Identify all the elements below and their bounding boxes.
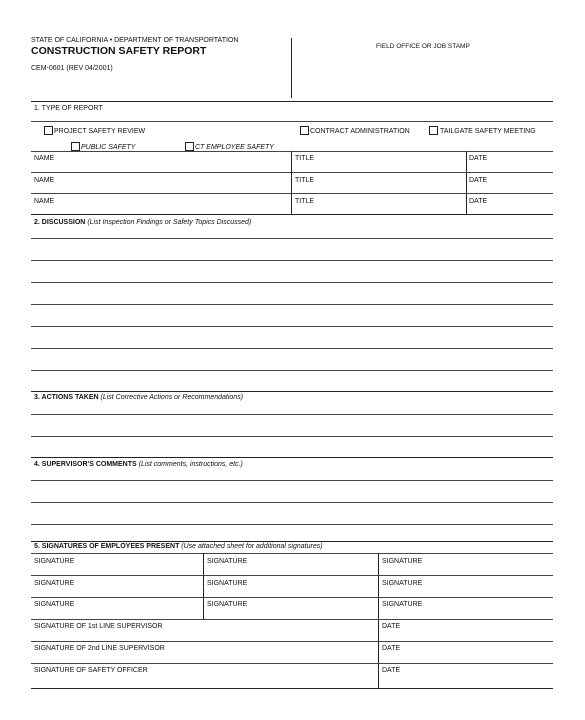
date-label: DATE [382,623,401,630]
project-safety-review-checkbox[interactable] [44,126,53,135]
writing-line [31,304,553,305]
column-divider [466,151,467,214]
name-label: NAME [34,177,55,184]
date-label: DATE [382,667,401,674]
date-label: DATE [382,645,401,652]
name-label: NAME [34,198,55,205]
divider [31,151,553,152]
writing-line [31,260,553,261]
actions-heading: 3. ACTIONS TAKEN (List Corrective Actions or Recommendations) [34,394,244,401]
date-label: DATE [469,198,488,205]
signature-label: SIGNATURE [34,558,75,565]
first-line-supervisor-signature-label: SIGNATURE OF 1st LINE SUPERVISOR [34,623,163,630]
column-divider [291,151,292,214]
writing-line [31,370,553,371]
signature-label: SIGNATURE [382,601,423,608]
signature-label: SIGNATURE [207,558,248,565]
divider [31,391,553,392]
divider [31,688,553,689]
divider [31,663,553,664]
contract-administration-checkbox[interactable] [300,126,309,135]
divider [31,457,553,458]
writing-line [31,436,553,437]
signature-label: SIGNATURE [34,601,75,608]
job-stamp-label: FIELD OFFICE OR JOB STAMP [376,43,470,50]
title-label: TITLE [295,198,315,205]
signatures-heading: 5. SIGNATURES OF EMPLOYEES PRESENT (Use attached sheet for additional signatures) [34,543,323,550]
project-safety-review-label: PROJECT SAFETY REVIEW [54,128,146,135]
tailgate-safety-meeting-label: TAILGATE SAFETY MEETING [440,128,536,135]
divider [31,597,553,598]
date-label: DATE [469,177,488,184]
name-label: NAME [34,155,55,162]
column-divider [203,553,204,619]
discussion-heading: 2. DISCUSSION (List Inspection Findings or Safety Topics Discussed) [34,219,252,226]
title-label: TITLE [295,177,315,184]
divider [31,575,553,576]
signature-label: SIGNATURE [207,601,248,608]
divider [31,193,553,194]
divider [31,619,553,620]
divider [31,121,553,122]
form-number: CEM-0601 (REV 04/2001) [31,65,113,72]
signature-label: SIGNATURE [34,580,75,587]
title-label: TITLE [295,155,315,162]
ct-employee-safety-label: CT EMPLOYEE SAFETY [195,144,274,151]
public-safety-checkbox[interactable] [71,142,80,151]
public-safety-label: PUBLIC SAFETY [81,144,136,151]
writing-line [31,238,553,239]
writing-line [31,326,553,327]
agency-line: STATE OF CALIFORNIA • DEPARTMENT OF TRANSPORTATION [31,37,239,44]
safety-officer-signature-label: SIGNATURE OF SAFETY OFFICER [34,667,148,674]
ct-employee-safety-checkbox[interactable] [185,142,194,151]
divider [31,172,553,173]
divider [31,101,553,102]
writing-line [31,414,553,415]
signature-label: SIGNATURE [382,580,423,587]
writing-line [31,480,553,481]
writing-line [31,348,553,349]
writing-line [31,524,553,525]
divider [31,214,553,215]
writing-line [31,502,553,503]
divider [31,553,553,554]
signature-label: SIGNATURE [382,558,423,565]
writing-line [31,282,553,283]
column-divider [378,553,379,689]
form-title: CONSTRUCTION SAFETY REPORT [31,45,207,57]
divider [31,641,553,642]
date-label: DATE [469,155,488,162]
type-of-report-heading: 1. TYPE OF REPORT [34,105,103,112]
comments-heading: 4. SUPERVISOR'S COMMENTS (List comments, instructions, etc.) [34,461,243,468]
second-line-supervisor-signature-label: SIGNATURE OF 2nd LINE SUPERVISOR [34,645,165,652]
header-divider [291,38,292,98]
signature-label: SIGNATURE [207,580,248,587]
contract-administration-label: CONTRACT ADMINISTRATION [310,128,410,135]
tailgate-safety-meeting-checkbox[interactable] [429,126,438,135]
